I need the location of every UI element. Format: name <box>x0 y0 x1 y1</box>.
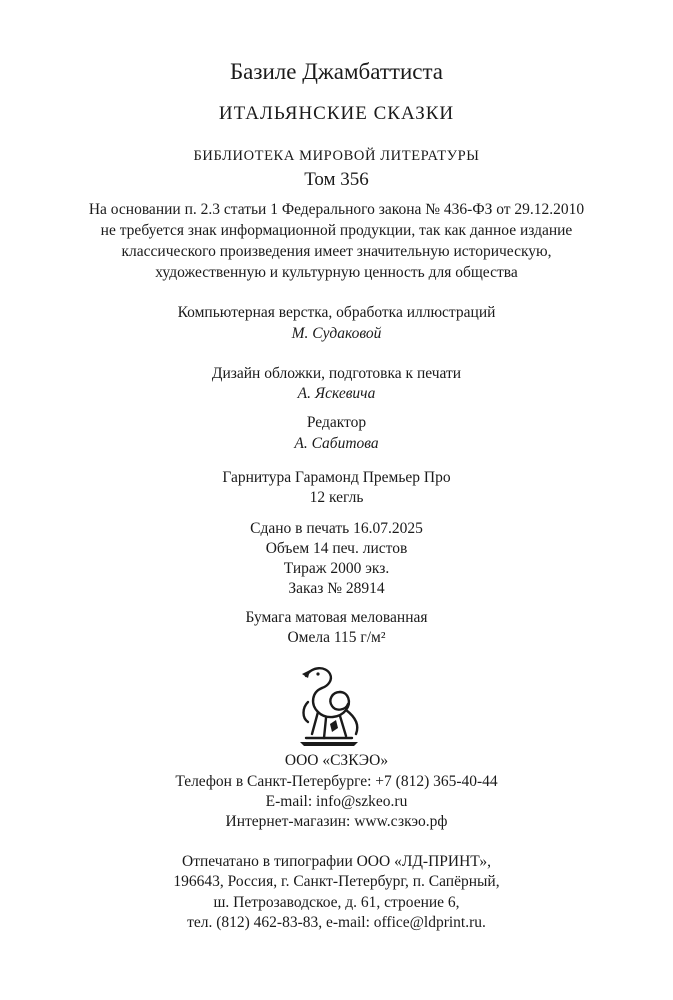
design-credit-label: Дизайн обложки, подготовка к печати <box>211 365 462 382</box>
volume-number: Том 356 <box>304 169 369 190</box>
publisher-email: E-mail: info@szkeo.ru <box>265 793 408 810</box>
printer-line: Отпечатано в типографии ООО «ЛД-ПРИНТ», <box>182 853 491 870</box>
book-title: ИТАЛЬЯНСКИЕ СКАЗКИ <box>218 103 455 124</box>
layout-credit-label: Компьютерная верстка, обработка иллюстраций <box>177 304 496 321</box>
print-volume: Объем 14 печ. листов <box>265 540 408 557</box>
dragon-emblem-icon <box>296 662 366 747</box>
series-name: БИБЛИОТЕКА МИРОВОЙ ЛИТЕРАТУРЫ <box>193 148 480 164</box>
printer-line: 196643, Россия, г. Санкт-Петербург, п. Сапёрный, <box>173 873 500 890</box>
publisher-phone: Телефон в Санкт-Петербурге: +7 (812) 365-40-44 <box>175 773 498 790</box>
print-copies: Тираж 2000 экз. <box>283 560 390 577</box>
book-author: Базиле Джамбаттиста <box>229 59 444 84</box>
legal-line: На основании п. 2.3 статьи 1 Федерального закона № 436-ФЗ от 29.12.2010 <box>88 201 585 218</box>
editor-name: А. Сабитова <box>294 435 379 452</box>
printer-line: тел. (812) 462-83-83, e-mail: office@ldprint.ru. <box>187 914 486 931</box>
legal-line: классического произведения имеет значительную историческую, <box>121 243 552 260</box>
paper-brand: Омела 115 г/м² <box>287 629 386 646</box>
signed-to-print: Сдано в печать 16.07.2025 <box>250 520 423 537</box>
layout-credit-name: М. Судаковой <box>291 325 382 342</box>
printer-line: ш. Петрозаводское, д. 61, строение 6, <box>213 894 460 911</box>
order-number: Заказ № 28914 <box>288 580 385 597</box>
font-size-info: 12 кегль <box>309 489 364 506</box>
publisher-shop: Интернет-магазин: www.сзкэо.рф <box>225 813 448 830</box>
editor-label: Редактор <box>306 414 367 431</box>
publisher-name: ООО «СЗКЭО» <box>284 752 389 769</box>
legal-line: художественную и культурную ценность для общества <box>155 264 518 281</box>
legal-line: не требуется знак информационной продукции, так как данное издание <box>100 222 573 239</box>
design-credit-name: А. Яскевича <box>297 385 376 402</box>
paper-type: Бумага матовая мелованная <box>245 609 428 626</box>
typeface-info: Гарнитура Гарамонд Премьер Про <box>222 469 451 486</box>
